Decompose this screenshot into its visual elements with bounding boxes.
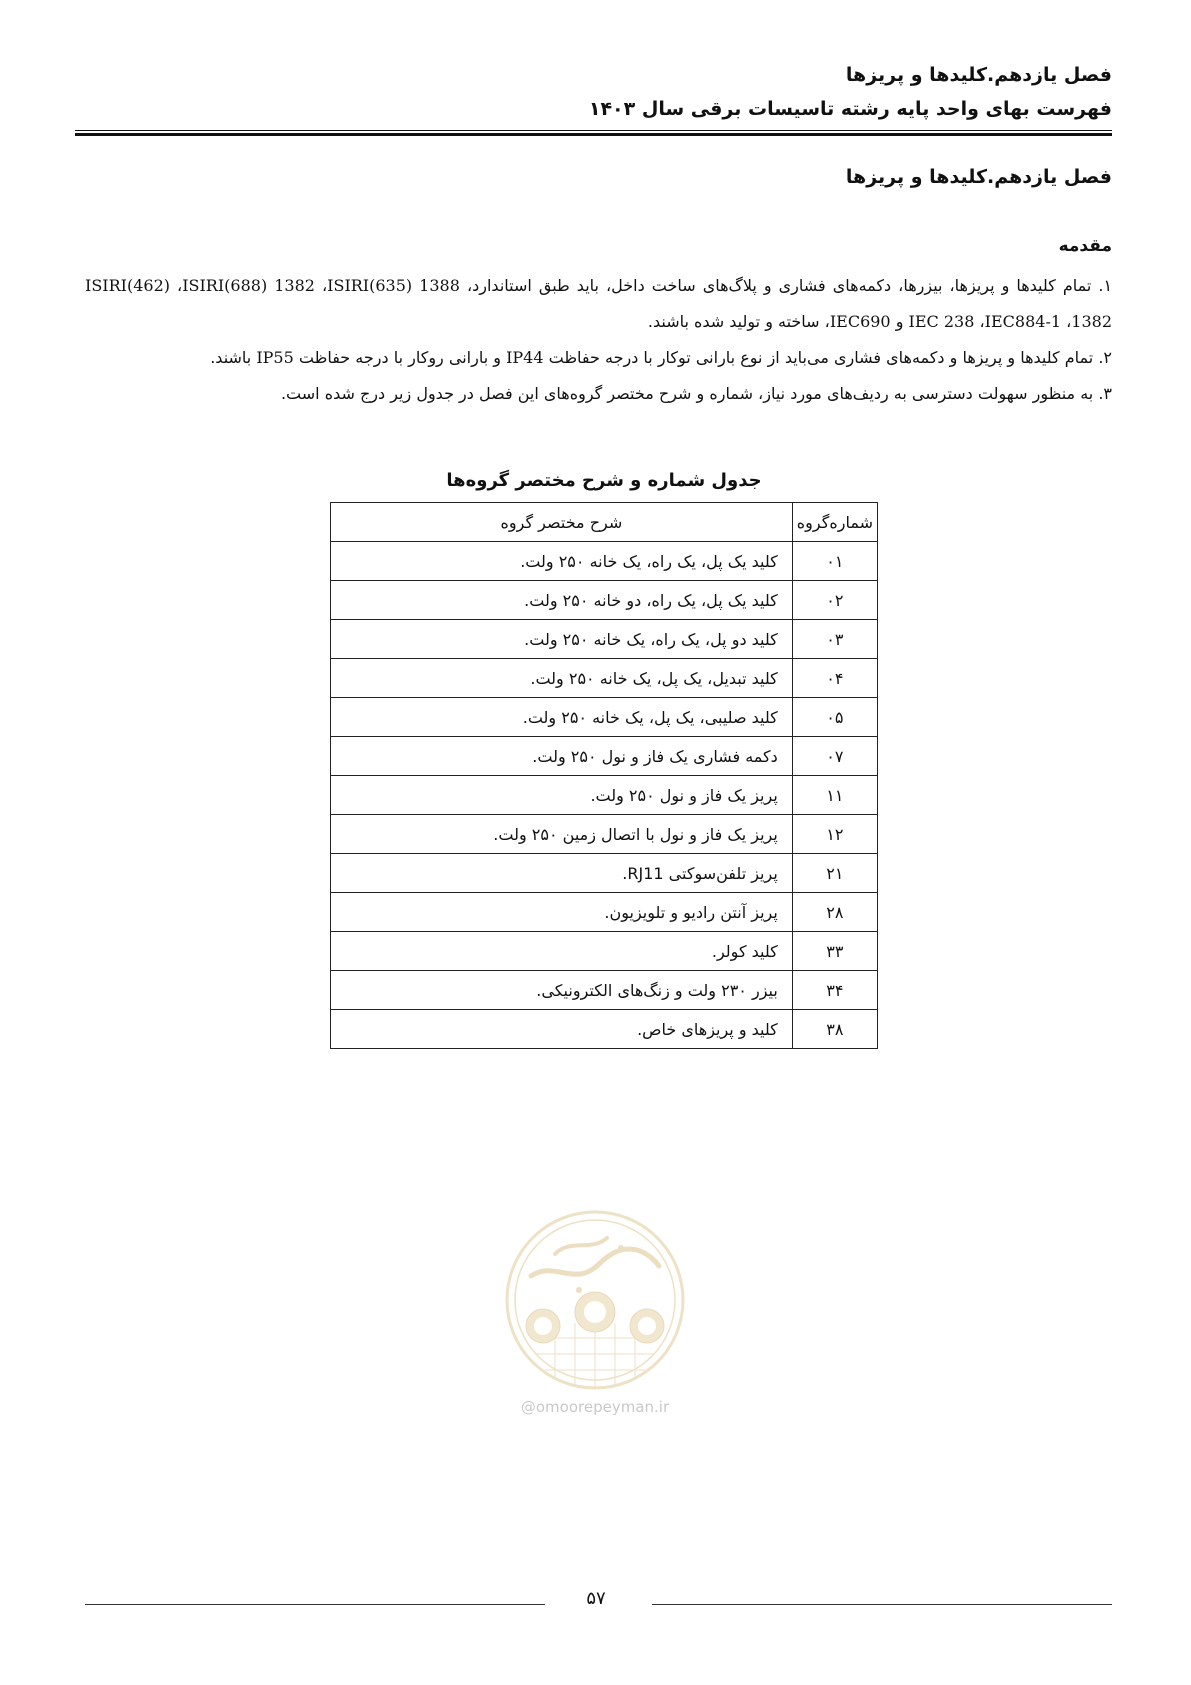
group-description-cell: کلید یک پل، یک راه، دو خانه ۲۵۰ ولت. [331, 581, 793, 620]
p1-standard-2: ISIRI(688) 1382 [182, 276, 315, 295]
group-description-cell: بیزر ۲۳۰ ولت و زنگ‌های الکترونیکی. [331, 971, 793, 1010]
watermark-site-url: @omoorepeyman.ir [520, 1398, 670, 1416]
p2-text-end: باشند. [210, 348, 252, 367]
group-number-cell: ۰۳ [792, 620, 877, 659]
header-divider-thick [75, 133, 1112, 136]
footer-divider-left [85, 1604, 545, 1605]
watermark-logo-icon [495, 1208, 695, 1393]
p2-text-middle: و بارانی روکار با درجه حفاظت [298, 348, 501, 367]
table-row [331, 815, 878, 854]
intro-heading: مقدمه [1058, 236, 1112, 256]
group-description-cell: پریز یک فاز و نول با اتصال زمین ۲۵۰ ولت. [331, 815, 793, 854]
footer-divider-right [652, 1604, 1112, 1605]
table-row [331, 893, 878, 932]
group-number-cell: ۰۵ [792, 698, 877, 737]
intro-paragraph-3: ۳. به منظور سهولت دسترسی به ردیف‌های مورد نیاز، شماره و شرح مختصر گروه‌های این فصل در جدول زیر درج شده است. [280, 384, 1112, 403]
p1-text-end: ، ساخته و تولید شده باشند. [647, 312, 830, 331]
group-number-cell: ۱۲ [792, 815, 877, 854]
group-description-cell: کلید یک پل، یک راه، یک خانه ۲۵۰ ولت. [331, 542, 793, 581]
table-row [331, 932, 878, 971]
p1-comma-1: ، [314, 276, 328, 295]
group-description-cell: کلید کولر. [331, 932, 793, 971]
page-header [75, 58, 1112, 126]
p1-comma-4: ، [974, 312, 985, 331]
p1-and: و [895, 312, 904, 331]
groups-table [330, 502, 878, 1049]
group-number-cell: ۲۱ [792, 854, 877, 893]
table-row [331, 659, 878, 698]
p1-standard-1: ISIRI(635) 1388 [327, 276, 460, 295]
group-number-cell: ۰۲ [792, 581, 877, 620]
header-book-title: فهرست بهای واحد پایه رشته تاسیسات برقی سال ۱۴۰۳ [588, 98, 1112, 120]
column-header-group-description: شرح مختصر گروه [331, 503, 793, 542]
groups-table-body [331, 542, 878, 1049]
p1-standard-5: IEC 238 [908, 312, 975, 331]
group-description-cell: کلید صلیبی، یک پل، یک خانه ۲۵۰ ولت. [331, 698, 793, 737]
p1-standard-3: ISIRI(462) 1382 [85, 276, 1112, 331]
group-description-cell: پریز تلفن‌سوکتی RJ11. [331, 854, 793, 893]
group-number-cell: ۳۳ [792, 932, 877, 971]
chapter-title: فصل یازدهم.کلیدها و پریزها [845, 166, 1112, 188]
table-caption: جدول شماره و شرح مختصر گروه‌ها [446, 470, 762, 491]
group-description-cell: کلید تبدیل، یک پل، یک خانه ۲۵۰ ولت. [331, 659, 793, 698]
p2-ip55: IP55 [256, 348, 294, 367]
p1-comma-2: ، [170, 276, 183, 295]
group-number-cell: ۰۴ [792, 659, 877, 698]
p2-ip44: IP44 [506, 348, 544, 367]
p1-text-start: ۱. تمام کلیدها و پریزها، بیزرها، دکمه‌های فشاری و پلاگ‌های ساخت داخل، باید طبق استاندارد، [466, 276, 1113, 295]
p2-text-start: ۲. تمام کلیدها و پریزها و دکمه‌های فشاری می‌باید از نوع بارانی توکار با درجه حفاظت [548, 348, 1112, 367]
table-row [331, 1010, 878, 1049]
group-number-cell: ۳۸ [792, 1010, 877, 1049]
table-row [331, 620, 878, 659]
intro-paragraph-2 [85, 340, 1112, 376]
group-number-cell: ۲۸ [792, 893, 877, 932]
p1-standard-6: IEC690 [829, 312, 891, 331]
table-row [331, 542, 878, 581]
group-number-cell: ۱۱ [792, 776, 877, 815]
group-description-cell: دکمه فشاری یک فاز و نول ۲۵۰ ولت. [331, 737, 793, 776]
group-number-cell: ۰۱ [792, 542, 877, 581]
table-row [331, 854, 878, 893]
group-description-cell: کلید دو پل، یک راه، یک خانه ۲۵۰ ولت. [331, 620, 793, 659]
header-chapter-title: فصل یازدهم.کلیدها و پریزها [845, 64, 1112, 86]
header-divider-thin [75, 130, 1112, 131]
table-row [331, 971, 878, 1010]
group-description-cell: کلید و پریزهای خاص. [331, 1010, 793, 1049]
table-header-row [331, 503, 878, 542]
p1-comma-3: ، [1061, 312, 1072, 331]
intro-paragraph-1 [85, 268, 1112, 340]
page-number: ۵۷ [586, 1588, 606, 1609]
table-row [331, 581, 878, 620]
table-row [331, 737, 878, 776]
intro-paragraphs [85, 268, 1112, 412]
group-number-cell: ۰۷ [792, 737, 877, 776]
column-header-group-number: شماره‌گروه [792, 503, 877, 542]
table-row [331, 698, 878, 737]
group-description-cell: پریز یک فاز و نول ۲۵۰ ولت. [331, 776, 793, 815]
group-description-cell: پریز آنتن رادیو و تلویزیون. [331, 893, 793, 932]
group-number-cell: ۳۴ [792, 971, 877, 1010]
table-row [331, 776, 878, 815]
p1-standard-4: IEC884-1 [984, 312, 1062, 331]
